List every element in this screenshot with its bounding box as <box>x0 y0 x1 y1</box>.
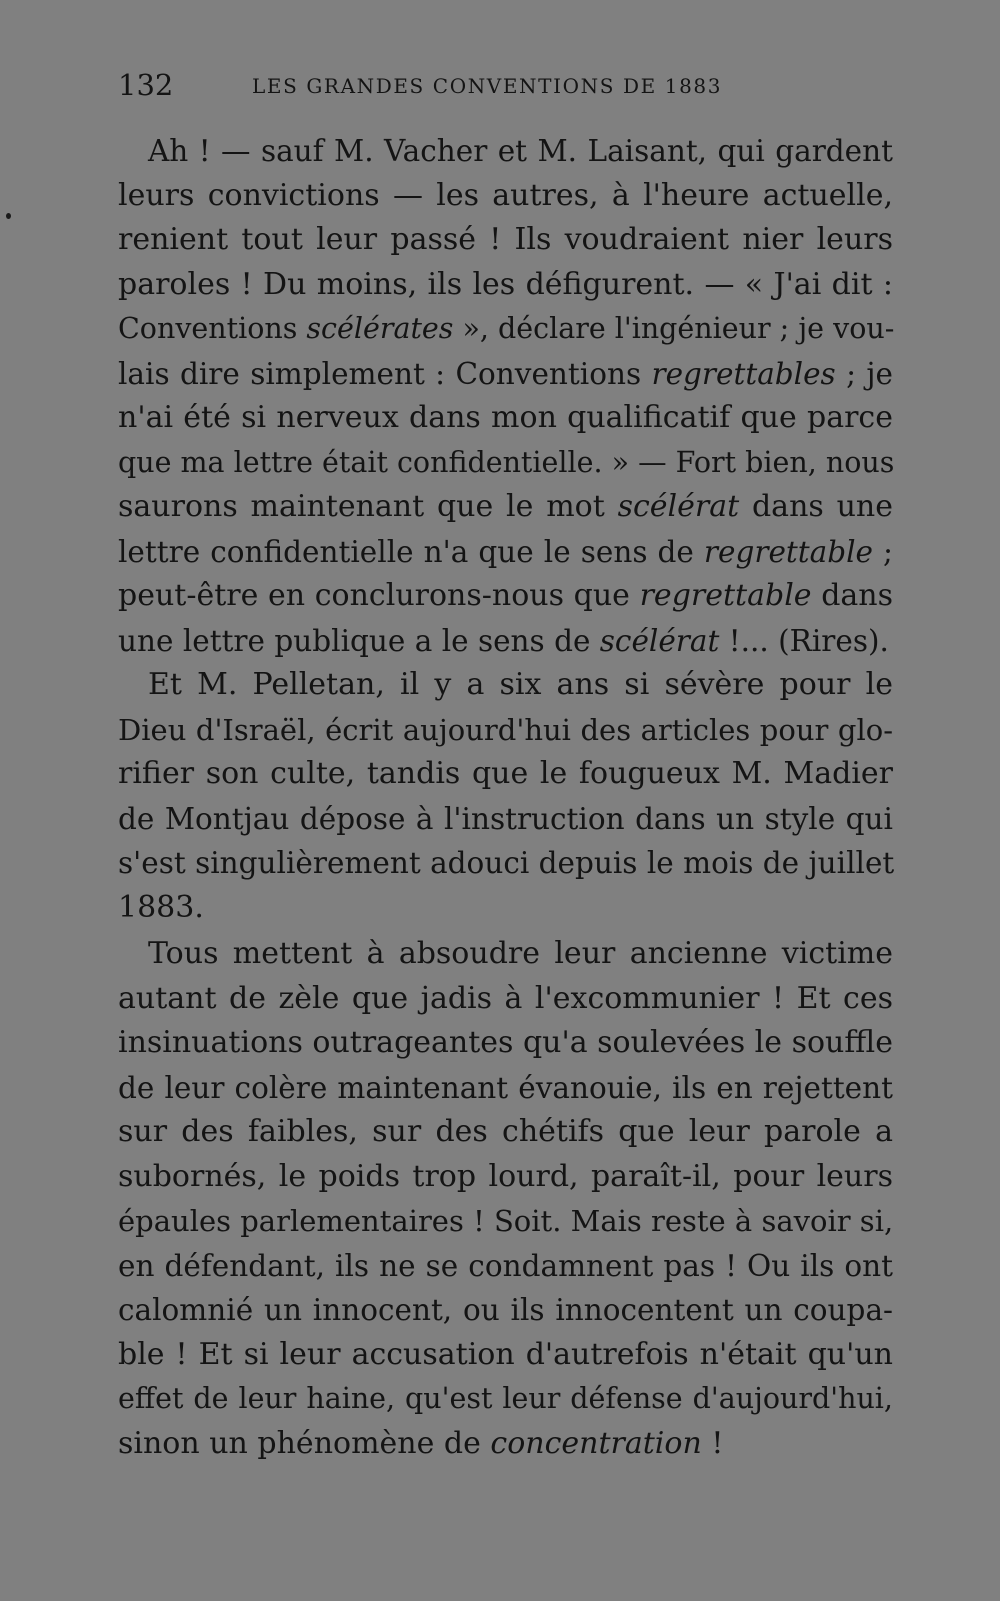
text-run: rifier son culte, tandis que le fougueux M. Madier <box>118 756 893 791</box>
text-run: saurons maintenant que le mot <box>118 489 618 524</box>
text-line <box>118 886 893 931</box>
text-line <box>118 1244 893 1289</box>
text-run: calomnié un innocent, ou ils innocentent un coupa- <box>118 1293 893 1327</box>
text-line <box>118 1066 893 1111</box>
text-run: Tous mettent à absoudre leur ancienne victime <box>148 936 893 971</box>
text-line <box>118 1199 893 1244</box>
text-run: Conventions <box>118 312 307 345</box>
text-line <box>118 574 893 619</box>
text-line <box>118 263 893 308</box>
page-number: 132 <box>118 68 174 102</box>
text-run: ; <box>873 534 893 569</box>
text-line <box>118 441 893 486</box>
text-line <box>118 1021 893 1066</box>
text-run: lettre confidentielle n'a que le sens de <box>118 534 704 569</box>
text-line <box>118 977 893 1022</box>
text-line <box>118 1333 893 1378</box>
italic-text: scélérates <box>306 312 454 345</box>
text-run: de Montjau dépose à l'instruction dans un style qui <box>118 801 893 836</box>
paragraph <box>118 663 893 930</box>
running-title: LES GRANDES CONVENTIONS DE 1883 <box>252 74 723 98</box>
text-line <box>118 352 893 397</box>
text-line <box>118 708 893 753</box>
text-line <box>118 663 893 708</box>
text-run: », déclare l'ingénieur ; je vou- <box>453 312 895 345</box>
text-run: en défendant, ils ne se condamnent pas ! Ou ils ont <box>118 1248 893 1283</box>
text-run: n'ai été si nerveux dans mon qualificatif que parce <box>118 400 893 435</box>
text-line <box>118 1377 893 1422</box>
italic-text: regrettable <box>703 534 873 569</box>
text-run: de leur colère maintenant évanouie, ils en rejettent <box>118 1070 893 1105</box>
text-line <box>118 1110 893 1155</box>
text-run: que ma lettre était confidentielle. » — Fort bien, nous <box>118 445 895 479</box>
text-line <box>118 485 893 530</box>
italic-text: scélérat <box>617 489 740 524</box>
text-line <box>118 218 893 263</box>
italic-text: regrettable <box>639 578 812 613</box>
text-line <box>118 396 893 441</box>
text-run: peut-être en conclurons-nous que <box>118 578 640 613</box>
text-run: autant de zèle que jadis à l'excommunier ! Et ces <box>118 980 893 1016</box>
text-run: !... (Rires). <box>719 623 889 658</box>
text-line <box>118 530 893 575</box>
text-line <box>118 1422 893 1467</box>
text-run: Et M. Pelletan, il y a six ans si sévère pour le <box>148 667 893 702</box>
text-run: sur des faibles, sur des chétifs que leur parole a <box>118 1114 893 1149</box>
text-line <box>118 752 893 797</box>
text-line <box>118 932 893 977</box>
text-run: lais dire simplement : Conventions <box>118 356 652 391</box>
text-line <box>118 797 893 842</box>
italic-text: concentration <box>490 1425 702 1461</box>
page-header <box>118 68 778 108</box>
print-speck <box>6 213 11 219</box>
text-line <box>118 129 893 174</box>
text-line <box>118 841 893 886</box>
text-run: s'est singulièrement adouci depuis le mois de juillet <box>118 846 895 880</box>
text-run: une lettre publique a le sens de <box>118 623 600 658</box>
paragraph <box>118 129 893 663</box>
text-run: effet de leur haine, qu'est leur défense d'aujourd'hui, <box>118 1382 893 1415</box>
text-run: renient tout leur passé ! Ils voudraient nier leurs <box>118 222 893 257</box>
text-run: dans une <box>739 489 893 524</box>
text-run: ble ! Et si leur accusation d'autrefois n'était qu'un <box>118 1336 893 1372</box>
text-run: insinuations outrageantes qu'a soulevées le souffle <box>118 1025 894 1060</box>
text-run: Dieu d'Israël, écrit aujourd'hui des articles pour glo- <box>118 712 893 747</box>
text-run: Ah ! — sauf M. Vacher et M. Laisant, qui gardent <box>148 134 893 168</box>
text-line <box>118 307 893 352</box>
text-run: 1883. <box>118 889 204 925</box>
text-run: dans <box>811 578 894 613</box>
text-run: ! <box>701 1425 724 1461</box>
text-run: paroles ! Du moins, ils les défigurent. — « J'ai dit : <box>118 266 893 302</box>
text-run: ; je <box>835 356 893 391</box>
text-run: épaules parlementaires ! Soit. Mais reste à savoir si, <box>118 1204 894 1238</box>
text-run: sinon un phénomène de <box>118 1425 491 1461</box>
text-run: subornés, le poids trop lourd, paraît-il, pour leurs <box>118 1158 893 1194</box>
text-run: leurs convictions — les autres, à l'heure actuelle, <box>118 177 893 213</box>
text-line <box>118 174 893 219</box>
text-line <box>118 619 893 664</box>
italic-text: scélérat <box>599 623 720 658</box>
text-line <box>118 1288 893 1333</box>
body-text <box>118 129 893 1466</box>
paragraph <box>118 932 893 1466</box>
text-line <box>118 1155 893 1200</box>
italic-text: regrettables <box>651 356 836 391</box>
